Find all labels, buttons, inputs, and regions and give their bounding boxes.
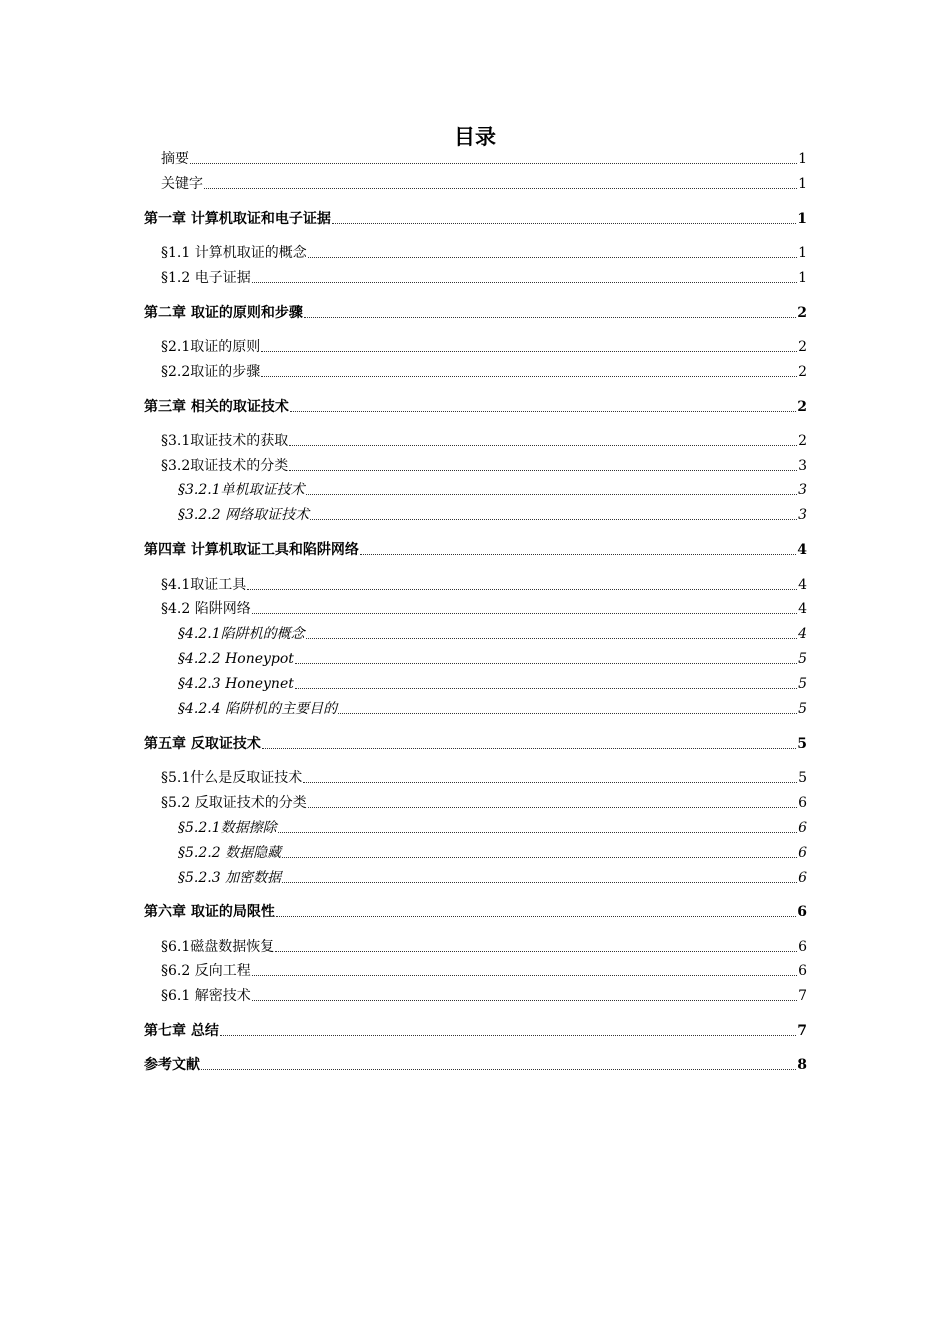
toc-page-number: 5 <box>797 736 807 752</box>
toc-subsection-entry[interactable] <box>144 669 807 693</box>
toc-page-number: 5 <box>798 651 807 667</box>
toc-page-number: 1 <box>798 176 807 192</box>
toc-section-entry[interactable] <box>144 594 807 618</box>
toc-dot-leader <box>261 350 797 352</box>
toc-dot-leader <box>303 781 797 783</box>
toc-entry-label: §4.2.4 陷阱机的主要目的 <box>178 701 338 717</box>
toc-entry-label: §4.2.2 Honeypot <box>178 651 294 667</box>
toc-chapter-entry[interactable] <box>144 392 807 416</box>
toc-subsection-entry[interactable] <box>144 500 807 524</box>
toc-section-entry[interactable] <box>144 451 807 475</box>
toc-dot-leader <box>252 612 797 614</box>
toc-page-number: 6 <box>798 963 807 979</box>
toc-dot-leader <box>247 588 797 590</box>
toc-page-number: 3 <box>798 458 807 474</box>
toc-entry-label: §2.1取证的原则 <box>161 339 261 355</box>
toc-entry-label: 参考文献 <box>144 1057 200 1073</box>
toc-dot-leader <box>310 518 797 520</box>
toc-entry-label: §6.1磁盘数据恢复 <box>161 939 275 955</box>
toc-dot-leader <box>306 493 797 495</box>
toc-chapter-entry[interactable] <box>144 204 807 228</box>
toc-dot-leader <box>261 375 797 377</box>
toc-entry-label: 摘要 <box>161 151 189 167</box>
toc-page-number: 6 <box>797 904 807 920</box>
toc-page-number: 6 <box>798 820 807 836</box>
toc-entry-label: §3.2取证技术的分类 <box>161 458 289 474</box>
toc-entry-label: §4.2.1陷阱机的概念 <box>178 626 305 642</box>
toc-dot-leader <box>308 806 797 808</box>
toc-chapter-entry[interactable] <box>144 1050 807 1074</box>
toc-section-entry[interactable] <box>144 788 807 812</box>
toc-dot-leader <box>190 162 797 164</box>
toc-entry-label: 第四章 计算机取证工具和陷阱网络 <box>144 542 359 558</box>
toc-section-entry[interactable] <box>144 169 807 193</box>
toc-chapter-entry[interactable] <box>144 298 807 322</box>
toc-page-number: 4 <box>798 601 807 617</box>
toc-dot-leader <box>295 687 797 689</box>
toc-entry-label: 关键字 <box>161 176 203 192</box>
toc-dot-leader <box>220 1034 796 1036</box>
toc-page-number: 4 <box>798 577 807 593</box>
toc-entry-label: §3.2.2 网络取证技术 <box>178 507 310 523</box>
toc-page-number: 6 <box>798 939 807 955</box>
toc-subsection-entry[interactable] <box>144 475 807 499</box>
toc-chapter-entry[interactable] <box>144 1016 807 1040</box>
toc-page-number: 2 <box>797 399 807 415</box>
toc-section-entry[interactable] <box>144 932 807 956</box>
toc-subsection-entry[interactable] <box>144 838 807 862</box>
toc-page-number: 3 <box>798 507 807 523</box>
toc-page-number: 6 <box>798 845 807 861</box>
toc-dot-leader <box>360 553 796 555</box>
toc-subsection-entry[interactable] <box>144 863 807 887</box>
toc-entry-label: 第一章 计算机取证和电子证据 <box>144 211 331 227</box>
toc-page-number: 1 <box>797 211 807 227</box>
toc-dot-leader <box>282 856 797 858</box>
toc-dot-leader <box>275 950 797 952</box>
toc-entry-label: §5.2 反取证技术的分类 <box>161 795 307 811</box>
toc-dot-leader <box>306 637 797 639</box>
toc-section-entry[interactable] <box>144 357 807 381</box>
toc-page-number: 5 <box>798 701 807 717</box>
toc-entry-label: §6.1 解密技术 <box>161 988 251 1004</box>
toc-entry-label: 第二章 取证的原则和步骤 <box>144 305 303 321</box>
toc-section-entry[interactable] <box>144 144 807 168</box>
toc-section-entry[interactable] <box>144 263 807 287</box>
toc-dot-leader <box>290 410 796 412</box>
toc-entry-label: §1.2 电子证据 <box>161 270 251 286</box>
toc-entry-label: §4.1取证工具 <box>161 577 247 593</box>
toc-entry-label: §3.1取证技术的获取 <box>161 433 289 449</box>
toc-page-number: 2 <box>798 433 807 449</box>
toc-chapter-entry[interactable] <box>144 729 807 753</box>
toc-page-number: 4 <box>797 542 807 558</box>
toc-page-number: 2 <box>798 364 807 380</box>
toc-entry-label: 第七章 总结 <box>144 1023 219 1039</box>
toc-page-number: 1 <box>798 270 807 286</box>
toc-section-entry[interactable] <box>144 238 807 262</box>
toc-page-number: 7 <box>797 1023 807 1039</box>
toc-subsection-entry[interactable] <box>144 813 807 837</box>
toc-entry-label: 第五章 反取证技术 <box>144 736 261 752</box>
toc-dot-leader <box>278 831 797 833</box>
toc-page-number: 1 <box>798 151 807 167</box>
toc-entry-label: §4.2.3 Honeynet <box>178 676 294 692</box>
toc-page-number: 5 <box>798 676 807 692</box>
toc-entry-label: §5.1什么是反取证技术 <box>161 770 303 786</box>
toc-dot-leader <box>204 187 797 189</box>
toc-dot-leader <box>282 881 797 883</box>
toc-entry-label: §4.2 陷阱网络 <box>161 601 251 617</box>
toc-page-number: 7 <box>798 988 807 1004</box>
toc-dot-leader <box>262 747 796 749</box>
toc-dot-leader <box>276 915 796 917</box>
toc-dot-leader <box>289 444 797 446</box>
toc-page-number: 3 <box>798 482 807 498</box>
toc-section-entry[interactable] <box>144 763 807 787</box>
toc-dot-leader <box>252 999 797 1001</box>
toc-page-number: 6 <box>798 870 807 886</box>
toc-dot-leader <box>252 974 797 976</box>
toc-dot-leader <box>295 662 797 664</box>
toc-page-number: 5 <box>798 770 807 786</box>
toc-dot-leader <box>201 1068 796 1070</box>
toc-entry-label: §3.2.1单机取证技术 <box>178 482 305 498</box>
toc-entry-label: §1.1 计算机取证的概念 <box>161 245 307 261</box>
toc-dot-leader <box>289 469 797 471</box>
toc-subsection-entry[interactable] <box>144 694 807 718</box>
toc-entry-label: 第六章 取证的局限性 <box>144 904 275 920</box>
toc-section-entry[interactable] <box>144 956 807 980</box>
toc-page-number: 2 <box>798 339 807 355</box>
toc-page-number: 6 <box>798 795 807 811</box>
toc-section-entry[interactable] <box>144 426 807 450</box>
toc-entry-label: §5.2.2 数据隐藏 <box>178 845 282 861</box>
toc-dot-leader <box>338 712 797 714</box>
toc-title: 目录 <box>454 124 496 149</box>
toc-chapter-entry[interactable] <box>144 897 807 921</box>
toc-dot-leader <box>332 222 796 224</box>
toc-page-number: 4 <box>798 626 807 642</box>
toc-dot-leader <box>304 316 796 318</box>
toc-entry-label: §6.2 反向工程 <box>161 963 251 979</box>
toc-section-entry[interactable] <box>144 570 807 594</box>
toc-dot-leader <box>308 256 797 258</box>
toc-chapter-entry[interactable] <box>144 535 807 559</box>
toc-dot-leader <box>252 281 797 283</box>
toc-entry-label: §5.2.1数据擦除 <box>178 820 277 836</box>
toc-subsection-entry[interactable] <box>144 644 807 668</box>
toc-page-number: 2 <box>797 305 807 321</box>
toc-entry-label: 第三章 相关的取证技术 <box>144 399 289 415</box>
toc-entry-label: §2.2取证的步骤 <box>161 364 261 380</box>
toc-section-entry[interactable] <box>144 981 807 1005</box>
toc-subsection-entry[interactable] <box>144 619 807 643</box>
toc-entry-label: §5.2.3 加密数据 <box>178 870 282 886</box>
toc-page-number: 8 <box>797 1057 807 1073</box>
toc-page-number: 1 <box>798 245 807 261</box>
toc-section-entry[interactable] <box>144 332 807 356</box>
